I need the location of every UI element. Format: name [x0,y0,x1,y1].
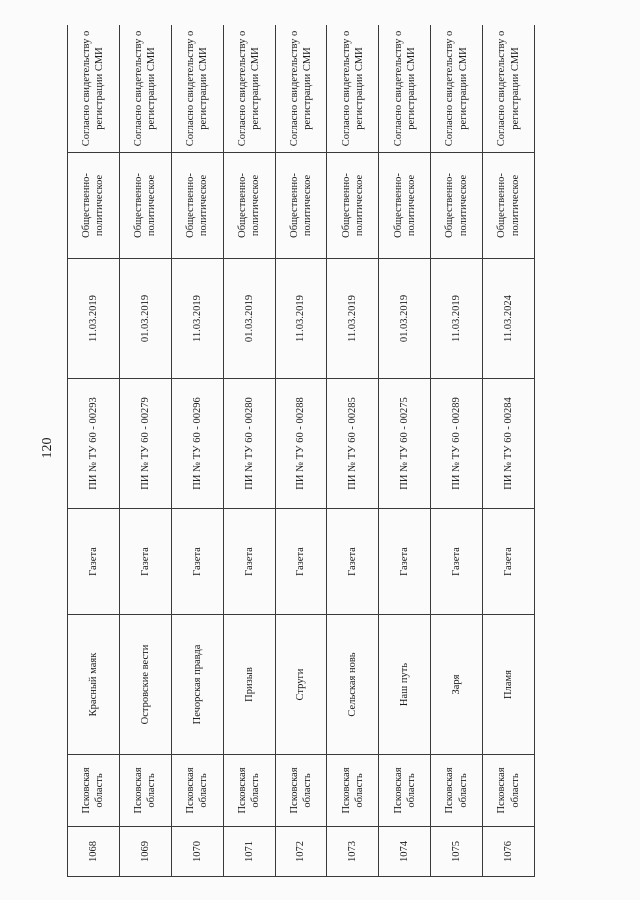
row-number: 1073 [327,827,379,877]
row-number: 1075 [431,827,483,877]
registration-date-cell: 11.03.2019 [171,259,223,379]
table-row [275,25,327,877]
region-cell: Псковская область [171,755,223,827]
theme-cell: Общественно-политическое [68,153,120,259]
table-row [483,25,535,877]
license-cell: ПИ № ТУ 60 - 00280 [223,379,275,509]
note-cell: Согласно свидетельству о регистрации СМИ [119,25,171,153]
form-cell: Газета [68,509,120,615]
note-cell: Согласно свидетельству о регистрации СМИ [171,25,223,153]
rotated-table-frame [67,25,535,877]
theme-cell: Общественно-политическое [171,153,223,259]
theme-cell: Общественно-политическое [431,153,483,259]
region-cell: Псковская область [483,755,535,827]
page-number: 120 [40,437,55,459]
theme-cell: Общественно-политическое [483,153,535,259]
note-cell: Согласно свидетельству о регистрации СМИ [275,25,327,153]
table-row [327,25,379,877]
theme-cell: Общественно-политическое [119,153,171,259]
license-cell: ПИ № ТУ 60 - 00279 [119,379,171,509]
form-cell: Газета [483,509,535,615]
region-cell: Псковская область [379,755,431,827]
row-number: 1068 [68,827,120,877]
registration-date-cell: 01.03.2019 [379,259,431,379]
media-registry-table [67,25,535,877]
registry-table-container [67,25,535,877]
registration-date-cell: 11.03.2024 [483,259,535,379]
row-number: 1070 [171,827,223,877]
note-cell: Согласно свидетельству о регистрации СМИ [327,25,379,153]
license-cell: ПИ № ТУ 60 - 00284 [483,379,535,509]
form-cell: Газета [119,509,171,615]
row-number: 1076 [483,827,535,877]
license-cell: ПИ № ТУ 60 - 00289 [431,379,483,509]
region-cell: Псковская область [275,755,327,827]
media-name-cell: Красный маяк [68,615,120,755]
theme-cell: Общественно-политическое [223,153,275,259]
media-name-cell: Струги [275,615,327,755]
registration-date-cell: 11.03.2019 [275,259,327,379]
media-name-cell: Призыв [223,615,275,755]
license-cell: ПИ № ТУ 60 - 00293 [68,379,120,509]
table-row [379,25,431,877]
table-row [431,25,483,877]
note-cell: Согласно свидетельству о регистрации СМИ [431,25,483,153]
theme-cell: Общественно-политическое [379,153,431,259]
license-cell: ПИ № ТУ 60 - 00285 [327,379,379,509]
media-name-cell: Островские вести [119,615,171,755]
registration-date-cell: 11.03.2019 [327,259,379,379]
theme-cell: Общественно-политическое [275,153,327,259]
table-row [68,25,120,877]
media-name-cell: Печорская правда [171,615,223,755]
note-cell: Согласно свидетельству о регистрации СМИ [483,25,535,153]
table-body [68,25,535,877]
registration-date-cell: 01.03.2019 [119,259,171,379]
table-row [119,25,171,877]
row-number: 1069 [119,827,171,877]
note-cell: Согласно свидетельству о регистрации СМИ [68,25,120,153]
media-name-cell: Заря [431,615,483,755]
form-cell: Газета [379,509,431,615]
form-cell: Газета [275,509,327,615]
region-cell: Псковская область [68,755,120,827]
region-cell: Псковская область [431,755,483,827]
table-row [223,25,275,877]
row-number: 1071 [223,827,275,877]
row-number: 1074 [379,827,431,877]
form-cell: Газета [327,509,379,615]
row-number: 1072 [275,827,327,877]
form-cell: Газета [171,509,223,615]
form-cell: Газета [223,509,275,615]
license-cell: ПИ № ТУ 60 - 00296 [171,379,223,509]
license-cell: ПИ № ТУ 60 - 00288 [275,379,327,509]
media-name-cell: Пламя [483,615,535,755]
license-cell: ПИ № ТУ 60 - 00275 [379,379,431,509]
media-name-cell: Сельская новь [327,615,379,755]
registration-date-cell: 01.03.2019 [223,259,275,379]
region-cell: Псковская область [327,755,379,827]
region-cell: Псковская область [223,755,275,827]
note-cell: Согласно свидетельству о регистрации СМИ [223,25,275,153]
form-cell: Газета [431,509,483,615]
theme-cell: Общественно-политическое [327,153,379,259]
registration-date-cell: 11.03.2019 [68,259,120,379]
registration-date-cell: 11.03.2019 [431,259,483,379]
note-cell: Согласно свидетельству о регистрации СМИ [379,25,431,153]
region-cell: Псковская область [119,755,171,827]
table-row [171,25,223,877]
media-name-cell: Наш путь [379,615,431,755]
